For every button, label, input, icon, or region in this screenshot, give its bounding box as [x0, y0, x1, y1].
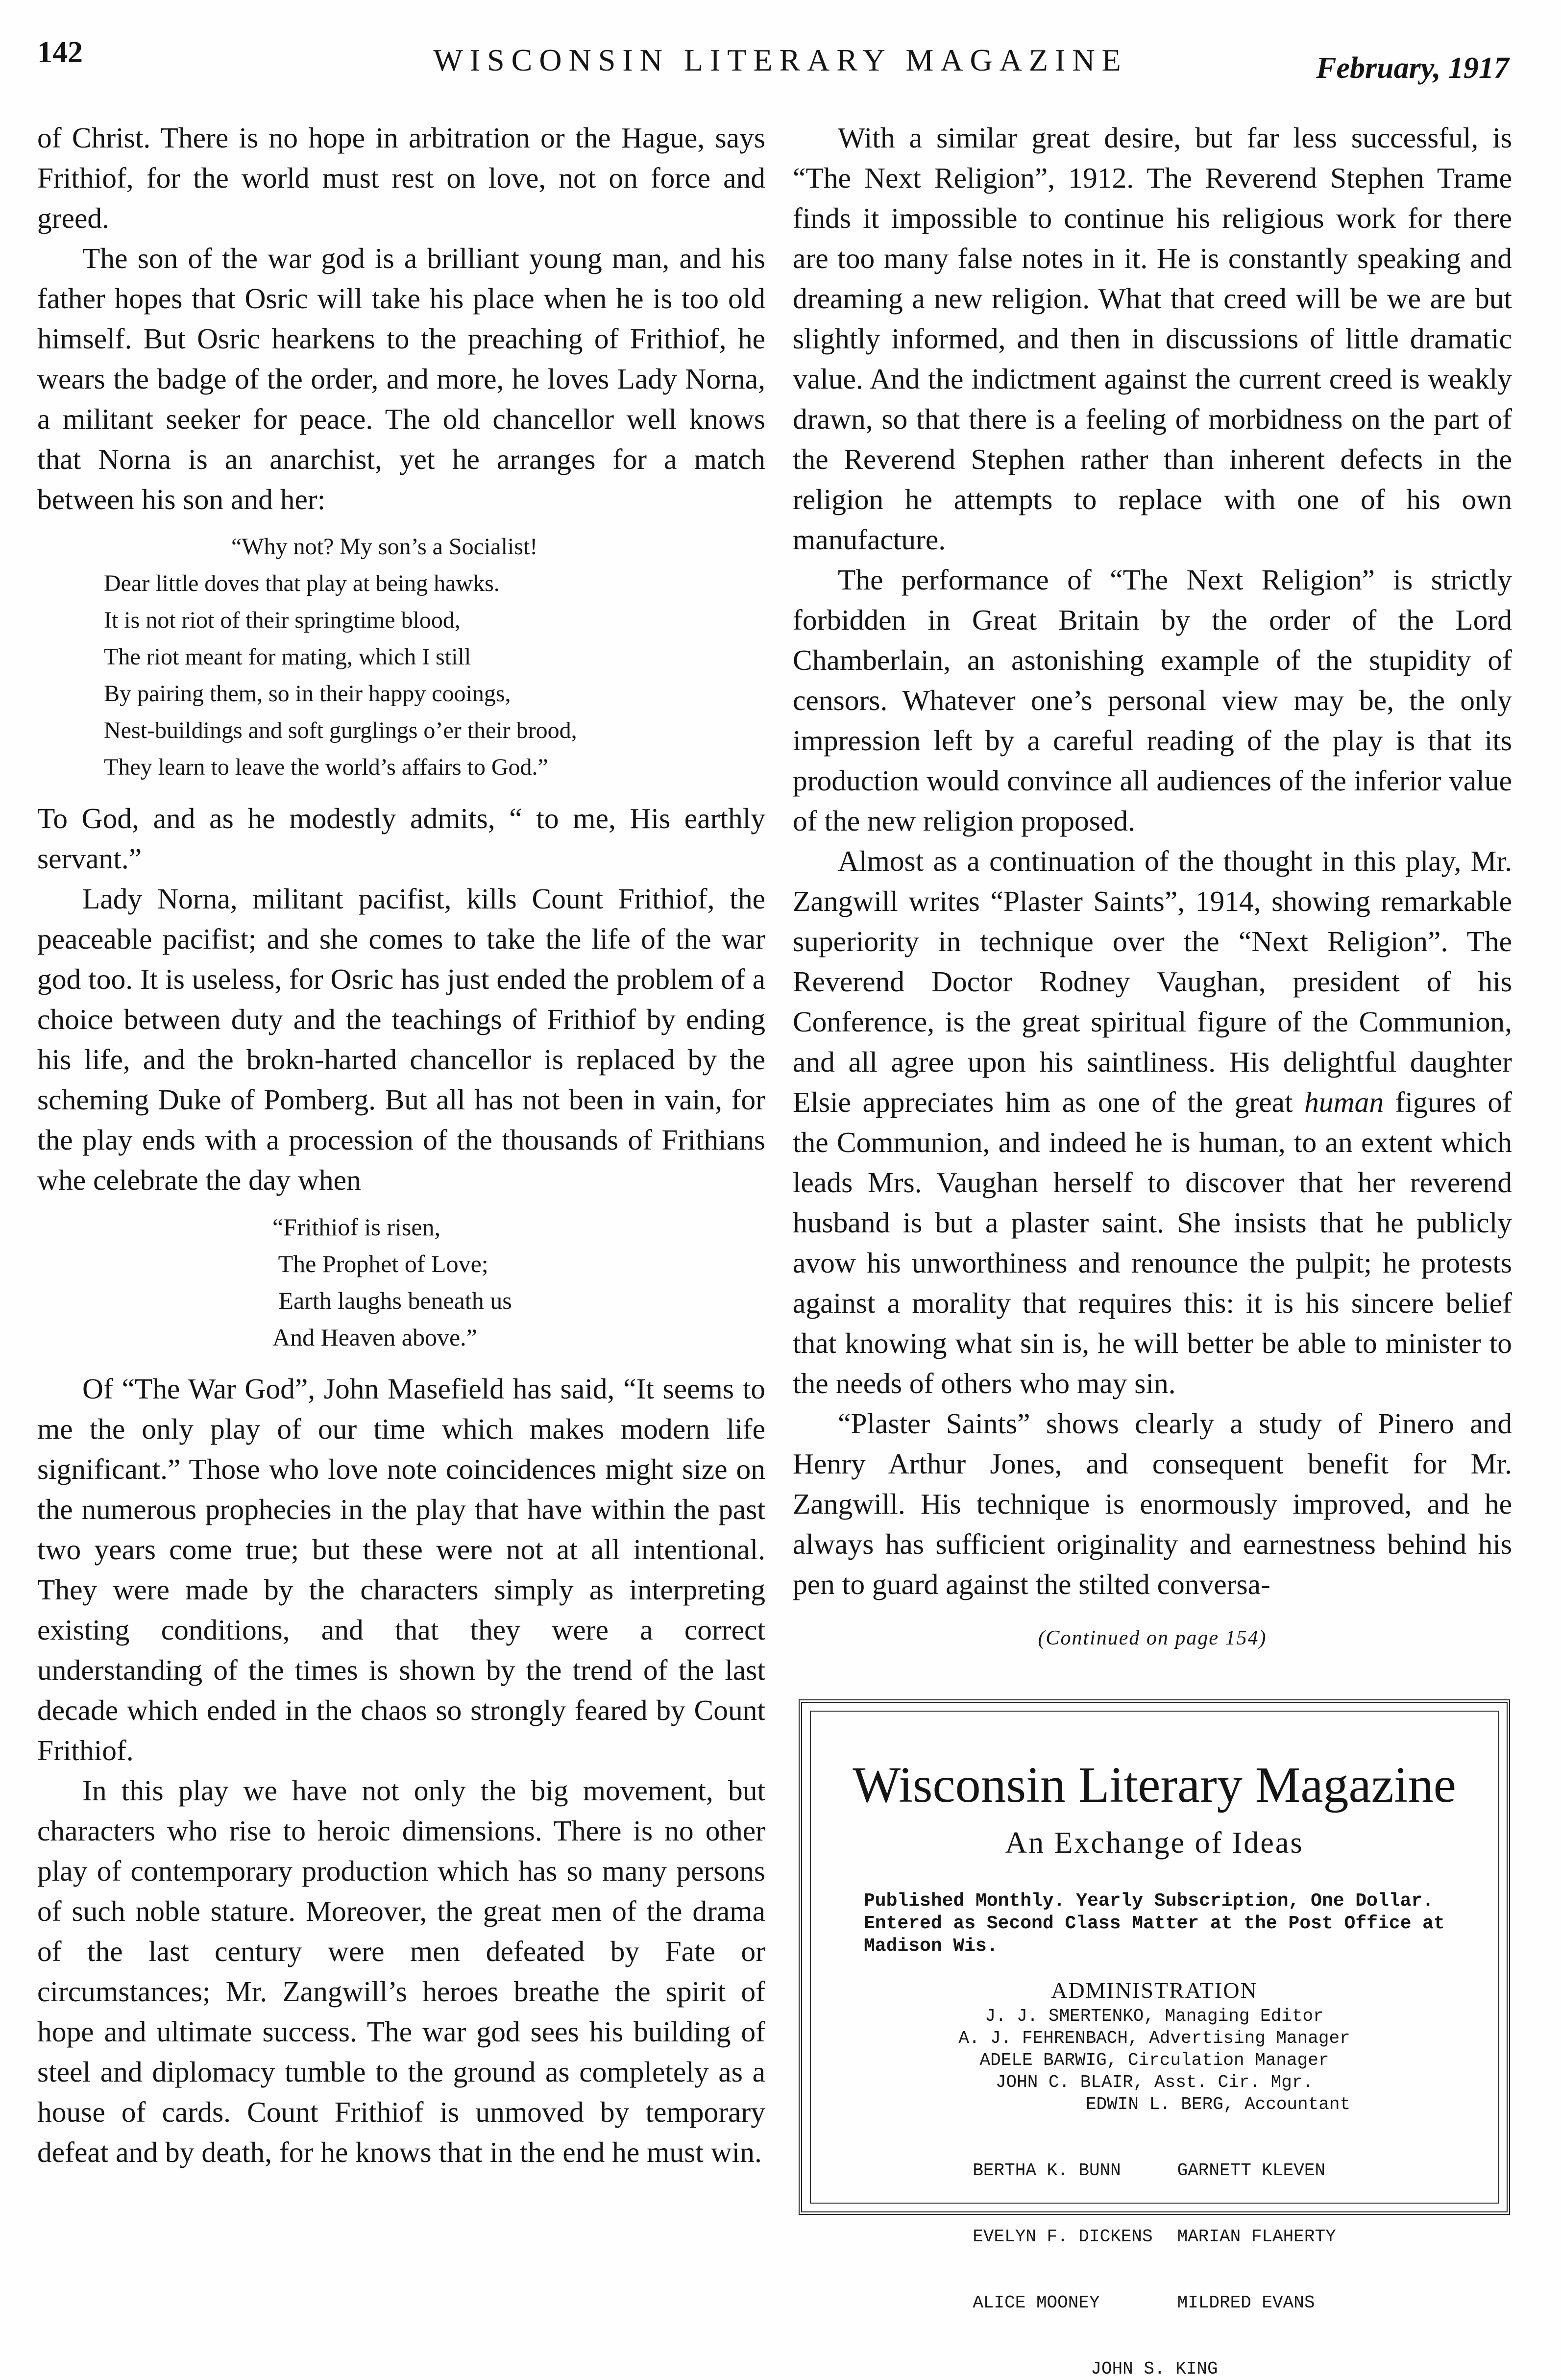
paragraph: “Plaster Saints” shows clearly a study of Pinero and Henry Arthur Jones, and consequent benefit for Mr. Zangwill. His technique is enormously improved, and he always has sufficient originality and earnestness behind his pen to guard against the stilted conversa-	[793, 1407, 1512, 1600]
verse-line: By pairing them, so in their happy cooings,	[104, 681, 511, 707]
verse-line: And Heaven above.”	[272, 1324, 477, 1351]
staff-list	[811, 2005, 1498, 2115]
members-column-left	[973, 2115, 1152, 2358]
paragraph: With a similar great desire, but far less successful, is “The Next Religion”, 1912. The Reverend Stephen Trame finds it impossible to continue his religious work for there are too many false notes in it. He is constantly speaking and dreaming a new religion. What that creed will be we are but slightly informed, and then in discussions of little dramatic value. And the indictment against the current creed is weakly drawn, so that there is a feeling of morbidness on the part of the Reverend Stephen rather than inherent defects in the religion he attempts to replace with one of his own manufacture.	[793, 122, 1512, 556]
member-name: JOHN S. KING	[1091, 2359, 1218, 2379]
masthead-title: Wisconsin Literary Magazine	[853, 1757, 1456, 1813]
masthead-inner-frame	[810, 1711, 1499, 2379]
verse-quote-frithiof	[37, 1209, 765, 1356]
paragraph: The son of the war god is a brilliant young man, and his father hopes that Osric will take his place when he is too old himself. But Osric hearkens to the preaching of Frithiof, he wears the badge of the order, and more, he loves Lady Norna, a militant seeker for peace. The old chancellor well knows that Norna is an anarchist, yet he arranges for a match between his son and her:	[37, 242, 765, 515]
verse-line: “Why not? My son’s a Socialist!	[231, 534, 538, 560]
staff-line: ADELE BARWIG, Circulation Manager	[979, 2050, 1329, 2070]
paragraph: Of “The War God”, John Masefield has said, “It seems to me the only play of our time which makes modern life significant.” Those who love note coincidences might size on the numerous prophecies in the play that have within the past two years come true; but these were not at all intentional. They were made by the characters simply as interpreting existing conditions, and that they were a correct understanding of the times is shown by the trend of the last decade which ended in the chaos so strongly feared by Count Frithiof.	[37, 1373, 765, 1767]
verse-quote-chancellor	[37, 528, 765, 785]
issue-date: February, 1917	[1316, 51, 1509, 85]
staff-line: A. J. FEHRENBACH, Advertising Manager	[958, 2028, 1350, 2048]
paragraph: To God, and as he modestly admits, “ to me, His earthly servant.”	[37, 802, 765, 875]
member-name: EVELYN F. DICKENS	[973, 2227, 1153, 2247]
paragraph: Lady Norna, militant pacifist, kills Count Frithiof, the peaceable pacifist; and she comes to take the life of the war god too. It is useless, for Osric has just ended the problem of a choice between duty and the teachings of Frithiof by ending his life, and the brokn-harted chancellor is replaced by the scheming Duke of Pomberg. But all has not been in vain, for the play ends with a procession of the thousands of Frithians whe celebrate the day when	[37, 883, 765, 1196]
member-name: BERTHA K. BUNN	[973, 2160, 1121, 2181]
member-name: MILDRED EVANS	[1177, 2293, 1315, 2313]
members-column-right	[1177, 2115, 1336, 2358]
text-run: figures of the Communion, and indeed he is human, to an extent which leads Mrs. Vaughan herself to discover that her reverend husband is but a plaster saint. She insists that he publicly avow his unworthiness and renounce the pulpit; he protests against a morality that requires this: it is his sincere belief that knowing what sin is, he will better be able to minister to the needs of others who may sin.	[793, 1086, 1512, 1399]
members-list	[811, 2115, 1498, 2358]
paragraph: In this play we have not only the big movement, but characters who rise to heroic dimensions. There is no other play of contemporary production which has so many persons of such noble stature. Moreover, the great men of the drama of the last century were men defeated by Fate or circumstances; Mr. Zangwill’s heroes breathe the spirit of hope and ultimate success. The war god sees his building of steel and diplomacy tumble to the ground as completely as a house of cards. Count Frithiof is unmoved by temporary defeat and by death, for he knows that in the end he must win.	[37, 1774, 765, 2168]
staff-line: J. J. SMERTENKO, Managing Editor	[985, 2006, 1324, 2026]
emphasis-text: human	[1304, 1086, 1384, 1118]
paragraph: The performance of “The Next Religion” is strictly forbidden in Great Britain by the order of the Lord Chamberlain, an astonishing example of the stupidity of censors. Whatever one’s personal view may be, the only impression left by a careful reading of the play is that its production would convince all audiences of the inferior value of the new religion proposed.	[793, 564, 1512, 837]
verse-line: Nest-buildings and soft gurglings o’er their brood,	[104, 717, 577, 743]
publication-info: Published Monthly. Yearly Subscription, One Dollar. Entered as Second Class Matter at the Post Office at Madison Wis.	[864, 1890, 1445, 1957]
administration-heading: ADMINISTRATION	[1051, 1978, 1258, 2003]
page-number: 142	[37, 36, 83, 69]
paragraph: of Christ. There is no hope in arbitration or the Hague, says Frithiof, for the world must rest on love, not on force and greed.	[37, 122, 765, 234]
verse-line: Earth laughs beneath us	[272, 1287, 512, 1314]
member-name: ALICE MOONEY	[973, 2293, 1100, 2313]
verse-line: The riot meant for mating, which I still	[104, 644, 471, 670]
member-name: MARIAN FLAHERTY	[1177, 2227, 1336, 2247]
masthead-subtitle: An Exchange of Ideas	[1005, 1826, 1304, 1860]
running-title: WISCONSIN LITERARY MAGAZINE	[433, 43, 1128, 77]
staff-line: EDWIN L. BERG, Accountant	[1085, 2094, 1351, 2114]
staff-line: JOHN C. BLAIR, Asst. Cir. Mgr.	[995, 2072, 1314, 2092]
member-name: GARNETT KLEVEN	[1177, 2160, 1326, 2181]
continued-note: (Continued on page 154)	[1038, 1627, 1267, 1649]
right-column	[793, 118, 1512, 1658]
paragraph	[793, 841, 1512, 1403]
text-run: Almost as a continuation of the thought in this play, Mr. Zangwill writes “Plaster Saints”, 1914, showing remarkable superiority in technique over the “Next Religion”. The Reverend Doctor Rodney Vaughan, president of his Conference, is the great spiritual figure of the Communion, and all agree upon his saintliness. His delightful daughter Elsie appreciates him as one of the great	[793, 845, 1512, 1118]
left-column	[37, 118, 765, 2172]
verse-line: The Prophet of Love;	[272, 1250, 488, 1277]
masthead-box	[799, 1699, 1510, 2379]
verse-line: It is not riot of their springtime blood,	[104, 607, 461, 633]
verse-line: Dear little doves that play at being hawks.	[104, 570, 500, 596]
verse-line: They learn to leave the world’s affairs to God.”	[104, 754, 548, 780]
verse-line: “Frithiof is risen,	[272, 1213, 441, 1241]
